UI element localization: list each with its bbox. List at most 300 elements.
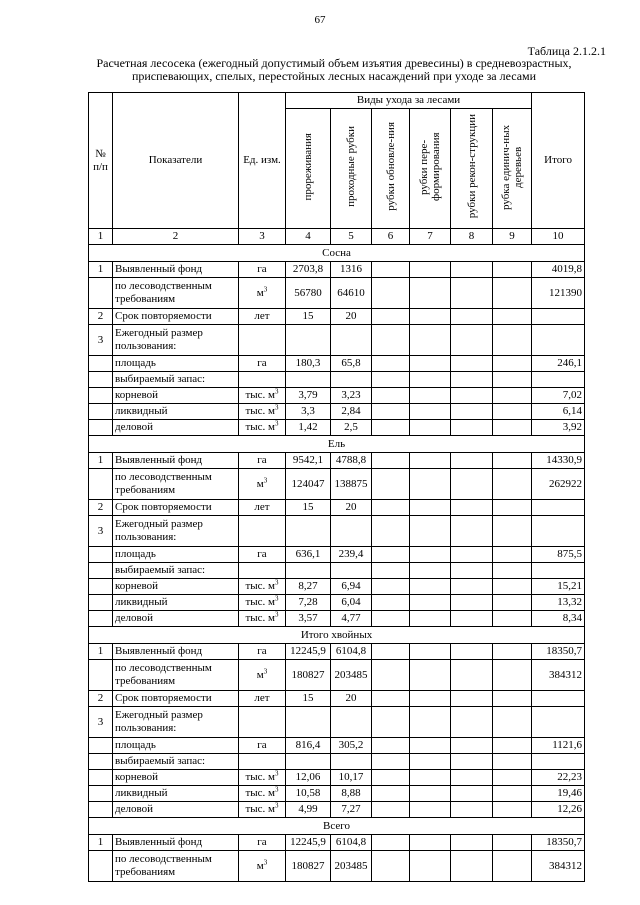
value-total (532, 754, 585, 770)
value-thinning: 56780 (286, 278, 331, 309)
value-thinning: 636,1 (286, 547, 331, 563)
row-number (89, 802, 113, 818)
table-row (89, 547, 585, 563)
row-indicator: деловой (113, 420, 239, 436)
value-passage-cutting: 203485 (331, 660, 372, 691)
table-row (89, 309, 585, 325)
row-number (89, 660, 113, 691)
empty-cell (451, 770, 493, 786)
col-number: 1 (89, 229, 113, 245)
row-indicator: выбираемый запас: (113, 372, 239, 388)
table-caption: Расчетная лесосека (ежегодный допустимый объем изъятия древесины) в средневозрастных, приспевающих, спелых, перестойных лесных насаждений при уходе за лесами (96, 56, 572, 83)
empty-cell (493, 595, 532, 611)
unit-exponent: 3 (263, 475, 268, 484)
empty-cell (372, 611, 410, 627)
section-header-row (89, 627, 585, 644)
table-row (89, 356, 585, 372)
table-row (89, 278, 585, 309)
value-passage-cutting: 20 (331, 500, 372, 516)
empty-cell (372, 802, 410, 818)
table-row (89, 404, 585, 420)
col-number: 2 (113, 229, 239, 245)
value-total: 875,5 (532, 547, 585, 563)
empty-cell (372, 388, 410, 404)
empty-cell (451, 738, 493, 754)
table-number: Таблица 2.1.2.1 (527, 44, 606, 58)
empty-cell (451, 453, 493, 469)
row-number: 3 (89, 707, 113, 738)
empty-cell (451, 372, 493, 388)
row-indicator: Срок повторяемости (113, 691, 239, 707)
empty-cell (451, 644, 493, 660)
empty-cell (410, 404, 451, 420)
row-indicator: корневой (113, 770, 239, 786)
value-total (532, 309, 585, 325)
row-unit: га (239, 644, 286, 660)
empty-cell (493, 851, 532, 882)
row-indicator: по лесоводственным требованиям (113, 278, 239, 309)
header-type-label: рубки обновле-ния (384, 122, 397, 211)
table-row (89, 691, 585, 707)
empty-cell (372, 278, 410, 309)
empty-cell (493, 786, 532, 802)
col-number: 3 (239, 229, 286, 245)
row-indicator: деловой (113, 802, 239, 818)
empty-cell (410, 469, 451, 500)
value-thinning: 124047 (286, 469, 331, 500)
table-row (89, 835, 585, 851)
value-thinning: 12,06 (286, 770, 331, 786)
value-total (532, 707, 585, 738)
empty-cell (372, 660, 410, 691)
row-indicator: Выявленный фонд (113, 644, 239, 660)
value-passage-cutting (331, 754, 372, 770)
empty-cell (451, 802, 493, 818)
header-type-1 (286, 109, 331, 229)
row-unit: лет (239, 500, 286, 516)
row-number: 1 (89, 644, 113, 660)
section-title: Ель (89, 436, 585, 453)
empty-cell (410, 500, 451, 516)
value-total (532, 516, 585, 547)
value-total: 15,21 (532, 579, 585, 595)
row-unit (239, 754, 286, 770)
value-thinning: 3,3 (286, 404, 331, 420)
col-number: 9 (493, 229, 532, 245)
row-unit (239, 372, 286, 388)
empty-cell (451, 404, 493, 420)
empty-cell (451, 754, 493, 770)
row-number (89, 356, 113, 372)
empty-cell (410, 420, 451, 436)
value-total: 6,14 (532, 404, 585, 420)
row-number (89, 420, 113, 436)
empty-cell (410, 691, 451, 707)
empty-cell (372, 563, 410, 579)
empty-cell (451, 388, 493, 404)
header-type-3 (372, 109, 410, 229)
col-number: 8 (451, 229, 493, 245)
empty-cell (372, 547, 410, 563)
value-total: 262922 (532, 469, 585, 500)
unit-exponent: 3 (275, 403, 279, 412)
value-total: 18350,7 (532, 644, 585, 660)
empty-cell (410, 262, 451, 278)
empty-cell (372, 404, 410, 420)
row-number: 1 (89, 262, 113, 278)
value-passage-cutting (331, 372, 372, 388)
header-type-label: рубки рекон-струкции (465, 114, 478, 219)
row-number (89, 388, 113, 404)
table-row (89, 851, 585, 882)
table-row (89, 770, 585, 786)
value-thinning (286, 563, 331, 579)
value-passage-cutting (331, 707, 372, 738)
value-passage-cutting: 65,8 (331, 356, 372, 372)
empty-cell (410, 372, 451, 388)
value-thinning: 15 (286, 309, 331, 325)
header-indicator: Показатели (113, 93, 239, 229)
header-type-6 (493, 109, 532, 229)
col-number: 4 (286, 229, 331, 245)
row-indicator: площадь (113, 738, 239, 754)
row-unit: тыс. $м^3$ (239, 611, 286, 627)
row-indicator: деловой (113, 611, 239, 627)
value-passage-cutting: 4788,8 (331, 453, 372, 469)
empty-cell (372, 420, 410, 436)
empty-cell (410, 579, 451, 595)
table-row (89, 595, 585, 611)
row-unit: $м^3$ (239, 660, 286, 691)
empty-cell (372, 516, 410, 547)
value-total (532, 563, 585, 579)
value-total: 12,26 (532, 802, 585, 818)
empty-cell (493, 579, 532, 595)
value-thinning: 7,28 (286, 595, 331, 611)
table-row (89, 516, 585, 547)
header-type-label: проходные рубки (345, 126, 357, 207)
empty-cell (410, 516, 451, 547)
row-unit: тыс. $м^3$ (239, 388, 286, 404)
value-passage-cutting: 20 (331, 691, 372, 707)
empty-cell (410, 754, 451, 770)
value-passage-cutting: 64610 (331, 278, 372, 309)
row-unit: тыс. $м^3$ (239, 786, 286, 802)
table-row (89, 388, 585, 404)
empty-cell (493, 420, 532, 436)
value-thinning: 180827 (286, 851, 331, 882)
empty-cell (451, 563, 493, 579)
value-passage-cutting (331, 563, 372, 579)
unit-exponent: 3 (275, 610, 279, 619)
empty-cell (372, 738, 410, 754)
row-number (89, 579, 113, 595)
empty-cell (493, 611, 532, 627)
row-number: 2 (89, 691, 113, 707)
value-thinning: 3,79 (286, 388, 331, 404)
table-row (89, 325, 585, 356)
value-passage-cutting: 2,5 (331, 420, 372, 436)
row-unit: $м^3$ (239, 469, 286, 500)
row-unit (239, 707, 286, 738)
col-number: 6 (372, 229, 410, 245)
value-total: 1121,6 (532, 738, 585, 754)
empty-cell (451, 325, 493, 356)
row-indicator: ликвидный (113, 404, 239, 420)
value-passage-cutting (331, 325, 372, 356)
value-thinning (286, 372, 331, 388)
value-thinning: 180,3 (286, 356, 331, 372)
empty-cell (410, 309, 451, 325)
empty-cell (372, 579, 410, 595)
value-passage-cutting: 305,2 (331, 738, 372, 754)
empty-cell (493, 660, 532, 691)
header-total: Итого (532, 93, 585, 229)
empty-cell (451, 595, 493, 611)
empty-cell (451, 786, 493, 802)
empty-cell (493, 356, 532, 372)
row-indicator: Ежегодный размер пользования: (113, 516, 239, 547)
empty-cell (372, 770, 410, 786)
row-indicator: Выявленный фонд (113, 262, 239, 278)
empty-cell (410, 851, 451, 882)
row-number: 2 (89, 309, 113, 325)
row-unit: тыс. $м^3$ (239, 802, 286, 818)
row-number: 1 (89, 453, 113, 469)
empty-cell (372, 754, 410, 770)
value-passage-cutting: 4,77 (331, 611, 372, 627)
table-row (89, 420, 585, 436)
empty-cell (410, 835, 451, 851)
row-unit (239, 516, 286, 547)
empty-cell (372, 595, 410, 611)
unit-exponent: 3 (275, 785, 279, 794)
row-indicator: площадь (113, 547, 239, 563)
value-passage-cutting: 1316 (331, 262, 372, 278)
value-total (532, 325, 585, 356)
value-thinning: 9542,1 (286, 453, 331, 469)
value-thinning: 2703,8 (286, 262, 331, 278)
unit-exponent: 3 (275, 769, 279, 778)
column-number-row (89, 229, 585, 245)
empty-cell (493, 388, 532, 404)
row-number (89, 738, 113, 754)
row-indicator: Ежегодный размер пользования: (113, 325, 239, 356)
value-total: 3,92 (532, 420, 585, 436)
row-unit: тыс. $м^3$ (239, 595, 286, 611)
value-passage-cutting: 2,84 (331, 404, 372, 420)
row-number (89, 770, 113, 786)
value-passage-cutting: 203485 (331, 851, 372, 882)
page-number: 67 (314, 14, 326, 26)
row-number (89, 595, 113, 611)
row-indicator: ликвидный (113, 595, 239, 611)
empty-cell (451, 547, 493, 563)
value-passage-cutting: 6104,8 (331, 644, 372, 660)
value-total (532, 691, 585, 707)
row-unit: га (239, 835, 286, 851)
row-unit (239, 325, 286, 356)
value-passage-cutting: 10,17 (331, 770, 372, 786)
empty-cell (410, 770, 451, 786)
header-num: № п/п (89, 93, 113, 229)
row-unit: лет (239, 309, 286, 325)
empty-cell (410, 802, 451, 818)
row-number (89, 469, 113, 500)
value-passage-cutting: 138875 (331, 469, 372, 500)
empty-cell (410, 453, 451, 469)
empty-cell (451, 516, 493, 547)
row-number: 3 (89, 325, 113, 356)
value-total: 246,1 (532, 356, 585, 372)
empty-cell (493, 802, 532, 818)
row-number (89, 563, 113, 579)
value-thinning: 12245,9 (286, 835, 331, 851)
unit-exponent: 3 (275, 801, 279, 810)
empty-cell (493, 262, 532, 278)
value-passage-cutting: 6104,8 (331, 835, 372, 851)
row-unit: га (239, 738, 286, 754)
unit-exponent: 3 (275, 419, 279, 428)
value-total (532, 372, 585, 388)
row-unit: $м^3$ (239, 851, 286, 882)
value-thinning: 4,99 (286, 802, 331, 818)
row-number: 3 (89, 516, 113, 547)
header-type-label: рубка единич-ных деревьев (500, 123, 525, 210)
empty-cell (451, 660, 493, 691)
row-indicator: Ежегодный размер пользования: (113, 707, 239, 738)
value-passage-cutting: 8,88 (331, 786, 372, 802)
empty-cell (410, 611, 451, 627)
empty-cell (372, 372, 410, 388)
empty-cell (410, 595, 451, 611)
empty-cell (451, 707, 493, 738)
unit-exponent: 3 (263, 857, 268, 866)
empty-cell (493, 770, 532, 786)
empty-cell (451, 278, 493, 309)
header-type-label: рубки пере-формирования (418, 132, 442, 201)
row-number (89, 372, 113, 388)
value-total: 19,46 (532, 786, 585, 802)
row-unit: тыс. $м^3$ (239, 770, 286, 786)
value-thinning: 816,4 (286, 738, 331, 754)
empty-cell (451, 851, 493, 882)
value-thinning (286, 707, 331, 738)
value-total: 8,34 (532, 611, 585, 627)
empty-cell (493, 754, 532, 770)
header-type-label: прореживания (302, 132, 314, 201)
header-group: Виды ухода за лесами (286, 93, 532, 109)
value-passage-cutting: 3,23 (331, 388, 372, 404)
row-indicator: корневой (113, 388, 239, 404)
value-total (532, 500, 585, 516)
empty-cell (372, 835, 410, 851)
empty-cell (451, 611, 493, 627)
row-indicator: по лесоводственным требованиям (113, 469, 239, 500)
empty-cell (493, 644, 532, 660)
section-title: Итого хвойных (89, 627, 585, 644)
empty-cell (451, 500, 493, 516)
empty-cell (493, 516, 532, 547)
value-passage-cutting: 6,04 (331, 595, 372, 611)
value-passage-cutting: 20 (331, 309, 372, 325)
unit-exponent: 3 (275, 578, 279, 587)
empty-cell (493, 372, 532, 388)
row-unit: тыс. $м^3$ (239, 579, 286, 595)
empty-cell (451, 579, 493, 595)
col-number: 10 (532, 229, 585, 245)
row-number (89, 278, 113, 309)
table-row (89, 802, 585, 818)
empty-cell (372, 500, 410, 516)
value-total: 4019,8 (532, 262, 585, 278)
section-header-row (89, 818, 585, 835)
table-row (89, 660, 585, 691)
row-indicator: ликвидный (113, 786, 239, 802)
col-number: 5 (331, 229, 372, 245)
value-total: 13,32 (532, 595, 585, 611)
table-row (89, 754, 585, 770)
value-total: 121390 (532, 278, 585, 309)
empty-cell (451, 262, 493, 278)
col-number: 7 (410, 229, 451, 245)
value-thinning: 8,27 (286, 579, 331, 595)
empty-cell (451, 420, 493, 436)
empty-cell (372, 469, 410, 500)
header-type-2 (331, 109, 372, 229)
table-row (89, 563, 585, 579)
unit-exponent: 3 (275, 594, 279, 603)
value-thinning (286, 325, 331, 356)
empty-cell (372, 309, 410, 325)
empty-cell (493, 691, 532, 707)
table-row (89, 611, 585, 627)
unit-exponent: 3 (263, 284, 268, 293)
empty-cell (372, 356, 410, 372)
empty-cell (372, 644, 410, 660)
value-thinning (286, 516, 331, 547)
row-number (89, 851, 113, 882)
empty-cell (493, 738, 532, 754)
row-number (89, 786, 113, 802)
empty-cell (410, 644, 451, 660)
unit-exponent: 3 (275, 387, 279, 396)
value-total: 7,02 (532, 388, 585, 404)
value-total: 22,23 (532, 770, 585, 786)
empty-cell (372, 262, 410, 278)
section-header-row (89, 436, 585, 453)
empty-cell (451, 356, 493, 372)
section-header-row (89, 245, 585, 262)
value-total: 18350,7 (532, 835, 585, 851)
value-passage-cutting (331, 516, 372, 547)
row-number: 1 (89, 835, 113, 851)
header-unit: Ед. изм. (239, 93, 286, 229)
row-unit: лет (239, 691, 286, 707)
empty-cell (451, 469, 493, 500)
row-indicator: Срок повторяемости (113, 500, 239, 516)
empty-cell (410, 786, 451, 802)
table-row (89, 707, 585, 738)
empty-cell (493, 469, 532, 500)
row-indicator: Выявленный фонд (113, 835, 239, 851)
row-number (89, 611, 113, 627)
unit-exponent: 3 (263, 666, 268, 675)
table-row (89, 453, 585, 469)
row-unit: га (239, 453, 286, 469)
value-total: 384312 (532, 660, 585, 691)
empty-cell (493, 547, 532, 563)
